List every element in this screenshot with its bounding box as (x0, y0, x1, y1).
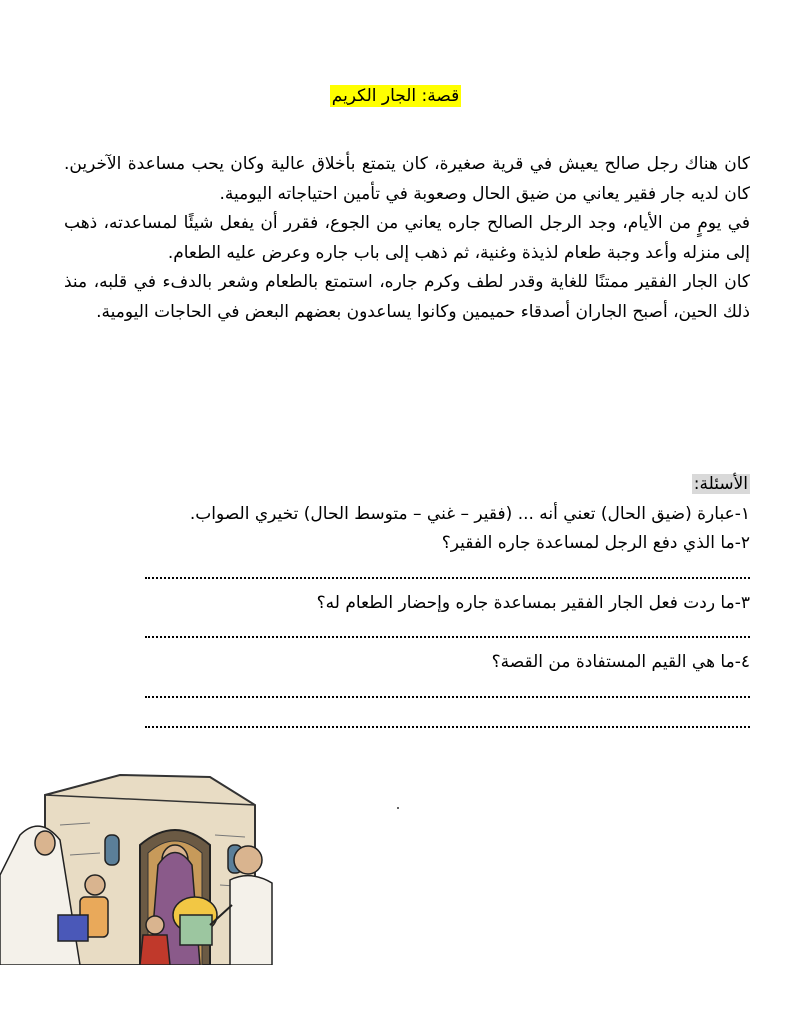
story-body (64, 150, 750, 327)
story-paragraph: كان هناك رجل صالح يعيش في قرية صغيرة، كان يتمتع بأخلاق عالية وكان يحب مساعدة الآخرين. كان لديه جار فقير يعاني من ضيق الحال وصعوبة في تأمين احتياجاته اليومية. (64, 154, 750, 204)
question-2: ٢-ما الذي دفع الرجل لمساعدة جاره الفقير؟ (441, 533, 750, 553)
story-paragraph: كان الجار الفقير ممتنًا للغاية وقدر لطف وكرم جاره، استمتع بالطعام وشعر بالدفء في قلبه، منذ ذلك الحين، أصبح الجاران أصدقاء حميمين وكانوا يساعدون بعضهم البعض في الحاجات اليومية. (64, 272, 750, 322)
answer-line-4a[interactable] (145, 678, 750, 704)
question-1: ١-عبارة (ضيق الحال) تعني أنه ... (فقير – غني – متوسط الحال) تخيري الصواب. (189, 503, 750, 524)
story-title (0, 85, 791, 107)
answer-line-4b[interactable] (145, 708, 750, 734)
story-title-text: قصة: الجار الكريم (331, 86, 460, 106)
questions-section (64, 470, 750, 738)
questions-heading (64, 470, 750, 500)
answer-line-2[interactable] (145, 559, 750, 585)
stray-dot (397, 807, 399, 809)
question-4: ٤-ما هي القيم المستفادة من القصة؟ (491, 652, 750, 672)
story-paragraph: في يومٍ من الأيام، وجد الرجل الصالح جاره يعاني من الجوع، فقرر أن يفعل شيئًا لمساعدته، ذهب إلى منزله وأعد وجبة طعام لذيذة وغنية، ثم ذهب إلى باب جاره وعرض عليه الطعام. (64, 213, 750, 263)
story-illustration (0, 765, 315, 965)
question-3: ٣-ما ردت فعل الجار الفقير بمساعدة جاره وإحضار الطعام له؟ (316, 592, 750, 613)
questions-heading-text: الأسئلة: (693, 474, 748, 494)
answer-line-3[interactable] (145, 618, 750, 644)
